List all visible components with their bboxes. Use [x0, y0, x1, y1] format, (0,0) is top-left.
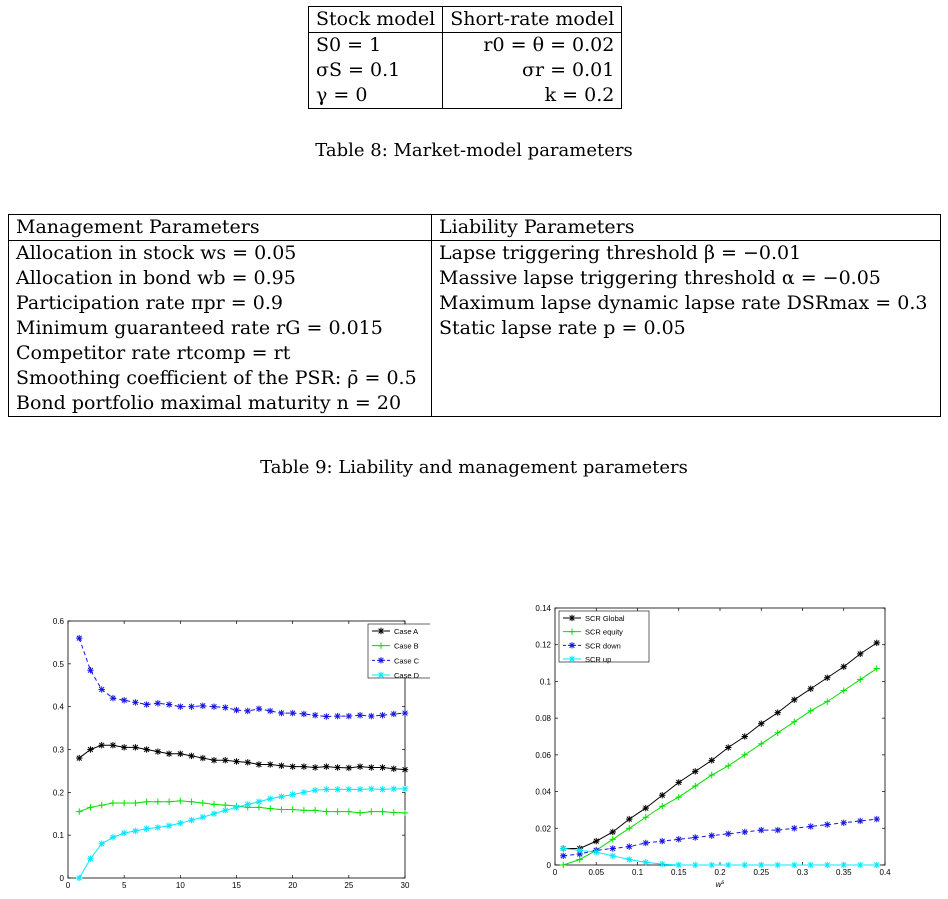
data-point: [841, 820, 847, 826]
data-point: [808, 686, 814, 692]
y-tick-label: 0.04: [535, 787, 551, 797]
data-point: [626, 816, 632, 822]
table-cell: Static lapse rate p = 0.05: [439, 317, 686, 339]
data-point: [643, 805, 649, 811]
series-line: [563, 643, 877, 849]
legend-label: Case A: [394, 627, 419, 636]
data-point: [233, 707, 239, 713]
x-tick-label: 0.35: [835, 868, 852, 877]
data-point: [725, 862, 731, 868]
legend-label: SCR equity: [585, 627, 623, 637]
data-point: [200, 703, 206, 709]
data-point: [593, 838, 599, 844]
market-model-table: [308, 6, 622, 109]
data-point: [334, 713, 340, 719]
lapse-cases-chart: [40, 600, 430, 899]
data-point: [323, 763, 329, 769]
y-tick-label: 0.06: [535, 750, 551, 760]
data-point: [676, 836, 682, 842]
data-point: [857, 862, 863, 868]
data-point: [334, 786, 340, 792]
x-axis-label: $w^s$: [715, 880, 725, 889]
data-point: [233, 804, 239, 810]
y-tick-label: 0.1: [52, 831, 64, 841]
data-point: [177, 798, 183, 804]
data-point: [132, 800, 138, 806]
table-cell: S0 = 1: [309, 33, 443, 59]
data-point: [791, 862, 797, 868]
data-point: [560, 845, 566, 851]
data-point: [323, 713, 329, 719]
data-point: [312, 764, 318, 770]
data-point: [245, 708, 251, 714]
series-line: [79, 789, 405, 878]
data-point: [824, 862, 830, 868]
data-point: [211, 801, 217, 807]
data-point: [233, 758, 239, 764]
data-point: [725, 744, 731, 750]
data-point: [368, 764, 374, 770]
y-tick-label: 0.3: [52, 745, 64, 755]
data-point: [87, 746, 93, 752]
data-point: [256, 706, 262, 712]
axes: [68, 621, 405, 878]
data-point: [391, 786, 397, 792]
series-line: [79, 801, 405, 813]
data-point: [256, 761, 262, 767]
data-point: [166, 799, 172, 805]
data-point: [166, 701, 172, 707]
data-point: [87, 804, 93, 810]
data-point: [841, 862, 847, 868]
data-point: [742, 862, 748, 868]
data-point: [610, 853, 616, 859]
x-tick-label: 20: [288, 881, 298, 890]
data-point: [301, 763, 307, 769]
data-point: [874, 862, 880, 868]
series-case-a: [76, 742, 408, 773]
x-tick-label: 0.4: [879, 868, 891, 877]
data-point: [323, 786, 329, 792]
data-point: [143, 799, 149, 805]
data-point: [357, 712, 363, 718]
data-point: [824, 821, 830, 827]
y-tick-label: 0.12: [535, 640, 551, 650]
y-tick-label: 0.14: [535, 604, 551, 613]
data-point: [775, 862, 781, 868]
legend-label: SCR up: [585, 655, 612, 664]
data-point: [278, 763, 284, 769]
data-point: [99, 841, 105, 847]
data-point: [76, 755, 82, 761]
data-point: [301, 711, 307, 717]
data-point: [143, 826, 149, 832]
data-point: [709, 757, 715, 763]
data-point: [132, 828, 138, 834]
data-point: [132, 699, 138, 705]
table-cell: Bond portfolio maximal maturity n = 20: [9, 391, 432, 417]
data-point: [391, 711, 397, 717]
y-tick-label: 0.4: [52, 702, 64, 712]
legend: [559, 611, 649, 664]
data-point: [289, 710, 295, 716]
data-point: [76, 808, 82, 814]
data-point: [121, 697, 127, 703]
data-point: [692, 783, 698, 789]
data-point: [368, 808, 374, 814]
series-case-d: [76, 786, 408, 881]
x-tick-label: 15: [232, 881, 241, 890]
data-point: [659, 803, 665, 809]
data-point: [676, 862, 682, 868]
data-point: [857, 818, 863, 824]
data-point: [289, 791, 295, 797]
y-tick-label: 0.1: [539, 677, 551, 687]
data-point: [110, 800, 116, 806]
table-cell: Participation rate πpr = 0.9: [9, 291, 432, 316]
legend-label: Case B: [394, 641, 419, 651]
x-tick-label: 0.3: [796, 868, 809, 877]
data-point: [560, 853, 566, 859]
data-point: [312, 807, 318, 813]
data-point: [267, 708, 273, 714]
table-cell: Smoothing coefficient of the PSR: ρ̄ = 0.5: [9, 366, 432, 391]
table-cell: Minimum guaranteed rate rG = 0.015: [9, 316, 432, 341]
table-cell: Lapse triggering threshold β = −0.01: [439, 242, 802, 264]
data-point: [709, 772, 715, 778]
data-point: [155, 799, 161, 805]
data-point: [560, 862, 566, 868]
data-point: [166, 823, 172, 829]
data-point: [110, 695, 116, 701]
table-cell: [432, 341, 941, 366]
data-point: [368, 713, 374, 719]
data-point: [211, 757, 217, 763]
data-point: [222, 757, 228, 763]
x-tick-label: 0.25: [753, 868, 770, 877]
data-point: [155, 700, 161, 706]
data-point: [402, 766, 408, 772]
data-point: [99, 686, 105, 692]
data-point: [334, 808, 340, 814]
data-point: [874, 640, 880, 646]
data-point: [791, 825, 797, 831]
data-point: [676, 794, 682, 800]
table-cell: Maximum lapse dynamic lapse rate DSRmax = 0.3: [439, 292, 928, 314]
y-tick-label: 0.02: [535, 824, 551, 834]
series-line: [563, 669, 877, 865]
data-point: [278, 793, 284, 799]
data-point: [643, 814, 649, 820]
data-point: [379, 712, 385, 718]
data-point: [808, 823, 814, 829]
data-point: [289, 806, 295, 812]
data-point: [200, 800, 206, 806]
data-point: [659, 838, 665, 844]
legend: [368, 624, 430, 680]
data-point: [742, 752, 748, 758]
x-tick-label: 10: [175, 881, 185, 890]
data-point: [643, 859, 649, 865]
data-point: [758, 741, 764, 747]
table-cell: r0 = θ = 0.02: [483, 34, 615, 56]
data-point: [188, 799, 194, 805]
data-point: [110, 834, 116, 840]
data-point: [99, 802, 105, 808]
data-point: [874, 665, 880, 671]
short-rate-model-header: Short-rate model: [443, 7, 622, 33]
data-point: [188, 753, 194, 759]
management-parameters-header: Management Parameters: [9, 215, 432, 241]
data-point: [256, 799, 262, 805]
legend-label: Case D: [394, 671, 420, 680]
data-point: [323, 808, 329, 814]
data-point: [379, 764, 385, 770]
data-point: [626, 843, 632, 849]
data-point: [166, 751, 172, 757]
data-point: [775, 827, 781, 833]
legend-label: Case C: [394, 656, 420, 666]
data-point: [791, 719, 797, 725]
data-point: [121, 830, 127, 836]
data-point: [808, 862, 814, 868]
x-tick-label: 0: [552, 868, 558, 877]
x-tick-label: 0.2: [714, 868, 726, 877]
data-point: [610, 845, 616, 851]
y-tick-label: 0: [59, 874, 64, 883]
data-point: [267, 805, 273, 811]
data-point: [267, 761, 273, 767]
data-point: [177, 703, 183, 709]
data-point: [758, 827, 764, 833]
data-point: [692, 768, 698, 774]
data-point: [211, 811, 217, 817]
series-case-b: [76, 798, 408, 816]
table-cell: γ = 0: [309, 83, 443, 109]
data-point: [659, 792, 665, 798]
data-point: [402, 710, 408, 716]
x-tick-label: 25: [344, 881, 354, 890]
data-point: [200, 814, 206, 820]
data-point: [278, 710, 284, 716]
data-point: [110, 742, 116, 748]
data-point: [725, 831, 731, 837]
data-point: [222, 807, 228, 813]
data-point: [267, 796, 273, 802]
x-tick-label: 0: [65, 881, 71, 890]
series-case-c: [76, 635, 408, 720]
data-point: [857, 651, 863, 657]
data-point: [626, 856, 632, 862]
data-point: [357, 786, 363, 792]
data-point: [577, 847, 583, 853]
table-cell: Allocation in stock ws = 0.05: [9, 241, 432, 267]
data-point: [659, 861, 665, 867]
data-point: [132, 744, 138, 750]
data-point: [200, 755, 206, 761]
data-point: [121, 744, 127, 750]
data-point: [709, 832, 715, 838]
table-cell: Allocation in bond wb = 0.95: [9, 266, 432, 291]
data-point: [709, 862, 715, 868]
data-point: [143, 746, 149, 752]
data-point: [76, 875, 82, 881]
table-cell: k = 0.2: [544, 84, 615, 106]
table-cell: [432, 366, 941, 391]
x-tick-label: 0.15: [670, 868, 687, 877]
data-point: [841, 664, 847, 670]
data-point: [402, 786, 408, 792]
data-point: [177, 820, 183, 826]
data-point: [222, 704, 228, 710]
series-scr-down: [560, 816, 880, 859]
data-point: [391, 809, 397, 815]
data-point: [188, 703, 194, 709]
data-point: [808, 708, 814, 714]
data-point: [379, 786, 385, 792]
data-point: [278, 806, 284, 812]
data-point: [610, 836, 616, 842]
data-point: [791, 697, 797, 703]
y-tick-label: 0.2: [52, 788, 64, 798]
data-point: [610, 829, 616, 835]
data-point: [87, 667, 93, 673]
data-point: [99, 742, 105, 748]
y-tick-label: 0: [546, 861, 551, 870]
data-point: [346, 765, 352, 771]
data-point: [334, 764, 340, 770]
data-point: [289, 763, 295, 769]
data-point: [742, 733, 748, 739]
table-cell: Massive lapse triggering threshold α = −0.05: [439, 267, 881, 289]
y-tick-label: 0.6: [52, 617, 64, 626]
table8-caption: Table 8: Market-model parameters: [315, 140, 633, 161]
series-line: [79, 638, 405, 716]
data-point: [346, 713, 352, 719]
data-point: [155, 748, 161, 754]
data-point: [577, 856, 583, 862]
x-tick-label: 0.1: [631, 868, 644, 877]
data-point: [368, 786, 374, 792]
table-cell: σS = 0.1: [309, 58, 443, 83]
data-point: [857, 676, 863, 682]
data-point: [346, 786, 352, 792]
table-cell: Competitor rate rtcomp = rt: [9, 341, 432, 366]
data-point: [211, 703, 217, 709]
data-point: [742, 829, 748, 835]
data-point: [391, 766, 397, 772]
table-cell: [432, 391, 941, 417]
data-point: [379, 808, 385, 814]
liability-parameters-header: Liability Parameters: [432, 215, 941, 241]
x-tick-label: 5: [121, 881, 127, 890]
data-point: [824, 675, 830, 681]
data-point: [643, 840, 649, 846]
series-line: [79, 745, 405, 769]
data-point: [301, 807, 307, 813]
data-point: [824, 698, 830, 704]
data-point: [155, 824, 161, 830]
data-point: [245, 801, 251, 807]
data-point: [245, 759, 251, 765]
scr-chart: [520, 600, 920, 899]
data-point: [346, 808, 352, 814]
data-point: [357, 763, 363, 769]
data-point: [725, 763, 731, 769]
data-point: [76, 635, 82, 641]
data-point: [692, 834, 698, 840]
data-point: [626, 825, 632, 831]
y-tick-label: 0.5: [52, 659, 64, 669]
series-scr-equity: [560, 665, 880, 868]
data-point: [402, 810, 408, 816]
data-point: [758, 862, 764, 868]
table-cell: σr = 0.01: [521, 59, 615, 81]
data-point: [121, 800, 127, 806]
legend-label: SCR Global: [585, 614, 625, 623]
data-point: [256, 804, 262, 810]
x-tick-label: 0.05: [588, 868, 605, 877]
data-point: [593, 849, 599, 855]
legend-label: SCR down: [585, 641, 621, 651]
table9-caption: Table 9: Liability and management parameters: [260, 457, 688, 478]
x-tick-label: 30: [400, 881, 410, 890]
series-scr-global: [560, 640, 880, 852]
data-point: [841, 687, 847, 693]
data-point: [143, 701, 149, 707]
data-point: [357, 810, 363, 816]
data-point: [775, 709, 781, 715]
y-tick-label: 0.08: [535, 714, 551, 724]
data-point: [775, 730, 781, 736]
data-point: [676, 779, 682, 785]
data-point: [87, 856, 93, 862]
data-point: [188, 817, 194, 823]
liability-management-table: [8, 214, 941, 417]
stock-model-header: Stock model: [309, 7, 443, 33]
data-point: [177, 751, 183, 757]
data-point: [874, 816, 880, 822]
data-point: [692, 862, 698, 868]
data-point: [301, 789, 307, 795]
data-point: [758, 720, 764, 726]
data-point: [312, 787, 318, 793]
data-point: [312, 712, 318, 718]
